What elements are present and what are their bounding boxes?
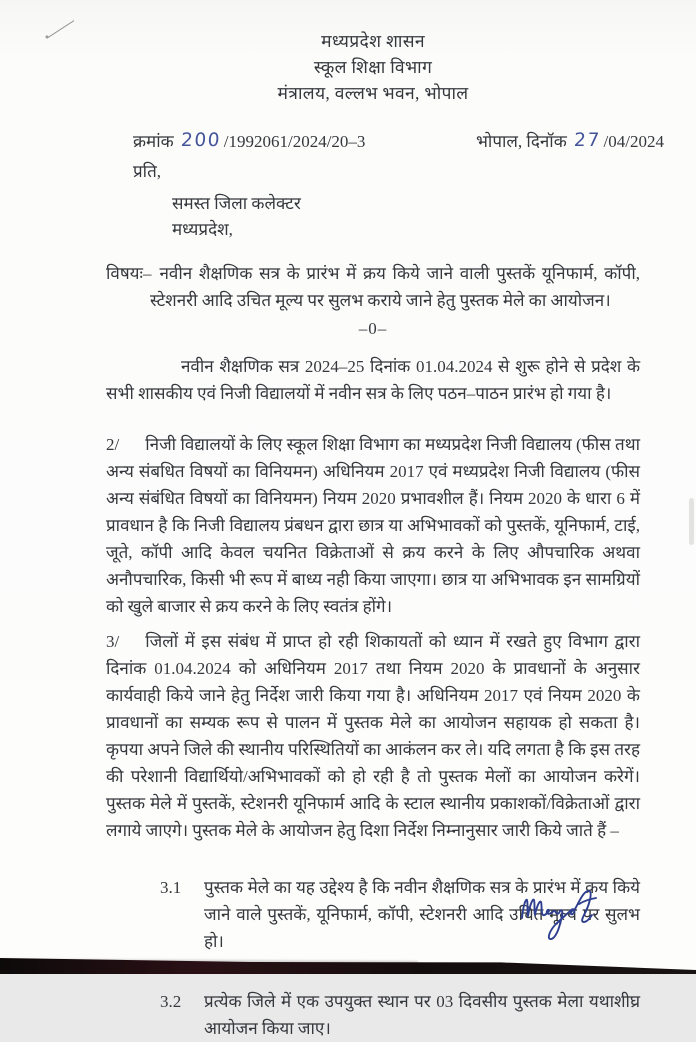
reference-label: क्रमांक bbox=[133, 132, 174, 151]
salutation: प्रति, bbox=[133, 162, 162, 181]
addressee-block bbox=[172, 191, 640, 243]
signature-scribble bbox=[516, 884, 624, 954]
section-separator: –0– bbox=[358, 319, 388, 338]
paragraph-3 bbox=[106, 628, 640, 844]
signature-icon bbox=[516, 884, 624, 946]
paragraph-intro: नवीन शैक्षणिक सत्र 2024–25 दिनांक 01.04.2024 से शुरू होने से प्रदेश के सभी शासकीय एवं निजी विद्यालयों में नवीन सत्र के लिए पठन–पाठन प्रारंभ हो गया है। bbox=[106, 357, 640, 403]
guideline-3-1-text: पुस्तक मेले का यह उद्देश्य है कि नवीन शैक्षणिक सत्र के प्रारंभ में क्रय किये जाने वाले पुस्तकें, यूनिफार्म, कॉपी, स्टेशनरी आदि उचित मूल्य पर सुलभ हो। bbox=[204, 878, 640, 951]
place-date-label: भोपाल, दिनॉक bbox=[475, 132, 567, 151]
reference-number-rest: /1992061/2024/20–3 bbox=[223, 132, 366, 151]
guideline-3-2-text: प्रत्येक जिले में एक उपयुक्त स्थान पर 03 दिवसीय पुस्तक मेला यथाशीघ्र आयोजन किया जाए। bbox=[204, 992, 640, 1038]
scan-edge-smudge bbox=[689, 498, 694, 545]
paragraph-3-text: जिलों में इस संबंध में प्राप्त हो रही शिकायतों को ध्यान में रखते हुए विभाग द्वारा दिनांक 01.04.2024 को अधिनियम 2017 तथा नियम 2020 के प्रावधानों के अनुसार कार्यवाही किये जाने हेतु निर्देश जारी किया गया है। अधिनियम 2017 एवं नियम 2020 के प्रावधानों का सम्यक रूप से पालन में पुस्तक मेले का आयोजन सहायक हो सकता है। कृपया अपने जिले की स्थानीय परिस्थितियों का आकंलन कर ले। यदि लगता है कि इस तरह की परेशानी विद्यार्थियो/अभिभावकों को हो रही है तो पुस्तक मेलों का आयोजन करेगें। पुस्तक मेले में पुस्तकें, स्टेशनरी यूनिफार्म आदि के स्टाल स्थानीय प्रकाशकों/विक्रेताओं द्वारा लगाये जाएगे। पुस्तक मेले के आयोजन हेतु दिशा निर्देश निम्नानुसार जारी किये जाते हैं – bbox=[106, 632, 640, 840]
guideline-3-2-number: 3.2 bbox=[160, 992, 182, 1011]
letterhead-department: स्कूल शिक्षा विभाग bbox=[313, 57, 433, 77]
letterhead bbox=[106, 28, 640, 106]
reference-number bbox=[133, 128, 365, 155]
subject-label: विषयः– bbox=[106, 264, 152, 283]
guideline-3-1-number: 3.1 bbox=[160, 878, 182, 897]
guideline-item-3-2 bbox=[106, 988, 640, 1042]
subject-text: नवीन शैक्षणिक सत्र के प्रारंभ में क्रय किये जाने वाली पुस्तकें यूनिफार्म, कॉपी, स्टेशनरी आदि उचित मूल्य पर सुलभ कराये जाने हेतु पुस्तक मेले का आयोजन। bbox=[150, 264, 640, 310]
reference-number-handwritten: 200 bbox=[180, 130, 222, 151]
paragraph-2-text: निजी विद्यालयों के लिए स्कूल शिक्षा विभाग का मध्यप्रदेश निजी विद्यालय (फीस तथा अन्य संबधित विषयों का विनियमन) अधिनियम 2017 एवं मध्यप्रदेश निजी विद्यालय (फीस अन्य संबंधित विषयों का विनियमन) नियम 2020 प्रभावशील हैं। नियम 2020 के धारा 6 में प्रावधान है कि निजी विद्यालय प्रंबधन द्वारा छात्र या अभिभावकों को पुस्तकें, यूनिफार्म, टाई, जूते, कॉपी आदि केवल चयनित विक्रेताओं से क्रय करने के लिए औपचारिक अथवा अनौपचारिक, किसी भी रूप में बाध्य नही किया जाएगा। छात्र या अभिभावक इन सामग्रियों को खुले बाजार से क्रय करने के लिए स्वतंत्र होंगे। bbox=[106, 435, 640, 616]
paragraph-2 bbox=[106, 431, 640, 620]
addressee-line2: मध्यप्रदेश, bbox=[172, 220, 233, 239]
paragraph-3-number: 3/ bbox=[106, 632, 120, 651]
letterhead-address: मंत्रालय, वल्लभ भवन, भोपाल bbox=[277, 83, 469, 103]
reference-line bbox=[133, 128, 664, 155]
paragraph-2-number: 2/ bbox=[106, 435, 120, 454]
subject-line bbox=[106, 260, 640, 314]
addressee-line1: समस्त जिला कलेक्टर bbox=[172, 194, 301, 213]
letterhead-government: मध्यप्रदेश शासन bbox=[321, 31, 425, 51]
date-day-handwritten: 27 bbox=[573, 130, 602, 151]
date-rest: /04/2024 bbox=[603, 132, 664, 151]
place-date bbox=[476, 128, 664, 155]
